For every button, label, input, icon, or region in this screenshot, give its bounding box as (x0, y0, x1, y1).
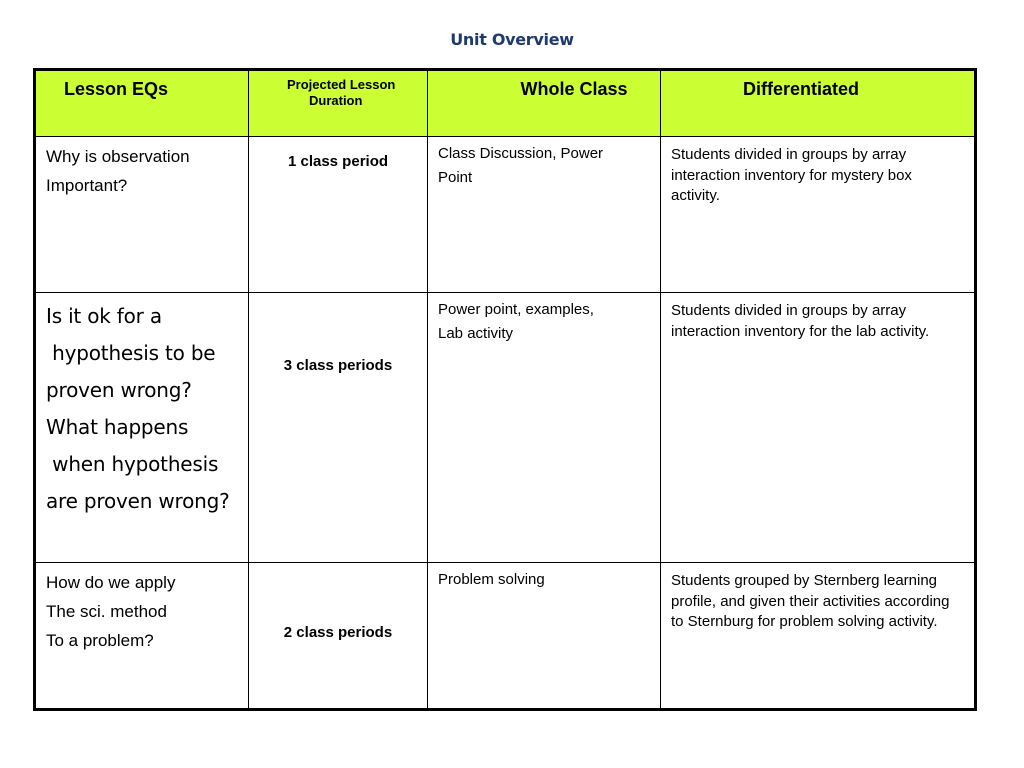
eq-line: are proven wrong? (46, 489, 230, 513)
differentiated-cell: Students grouped by Sternberg learning profile, and given their activities according to Sternburg for problem solving activity. (661, 563, 976, 710)
eq-line: How do we apply (46, 573, 176, 592)
header-lesson-eqs: Lesson EQs (35, 70, 249, 137)
eq-line: when hypothesis (46, 452, 219, 476)
header-differentiated: Differentiated (661, 70, 976, 137)
eq-line: The sci. method (46, 602, 167, 621)
whole-line: Class Discussion, Power (438, 145, 604, 162)
lesson-eq-cell (35, 563, 249, 710)
header-duration-line1: Projected Lesson (287, 77, 396, 92)
differentiated-cell: Students divided in groups by array interaction inventory for the lab activity. (661, 293, 976, 563)
header-duration-line2: Duration (309, 93, 363, 108)
table-row (35, 293, 976, 563)
lesson-eq-cell (35, 137, 249, 293)
table-row (35, 137, 976, 293)
eq-line: proven wrong? (46, 378, 192, 402)
page-title: Unit Overview (450, 30, 574, 49)
whole-class-cell (428, 563, 661, 710)
header-row (35, 70, 976, 137)
header-whole-class: Whole Class (428, 70, 661, 137)
whole-line: Lab activity (438, 325, 514, 342)
lesson-eq-cell (35, 293, 249, 563)
whole-class-cell (428, 137, 661, 293)
header-duration (249, 70, 428, 137)
duration-cell: 1 class period (249, 137, 428, 293)
eq-line: hypothesis to be (46, 341, 216, 365)
whole-line: Power point, examples, (438, 301, 594, 318)
eq-line: To a problem? (46, 631, 154, 650)
duration-cell: 2 class periods (249, 563, 428, 710)
whole-line: Point (438, 169, 473, 186)
differentiated-cell: Students divided in groups by array interaction inventory for mystery box activity. (661, 137, 976, 293)
eq-line: Important? (46, 176, 128, 195)
table-row (35, 563, 976, 710)
eq-line: Is it ok for a (46, 304, 162, 328)
unit-overview-table (33, 68, 977, 711)
whole-class-cell (428, 293, 661, 563)
eq-line: Why is observation (46, 147, 190, 166)
eq-line: What happens (46, 415, 189, 439)
duration-cell: 3 class periods (249, 293, 428, 563)
whole-line: Problem solving (438, 571, 545, 588)
